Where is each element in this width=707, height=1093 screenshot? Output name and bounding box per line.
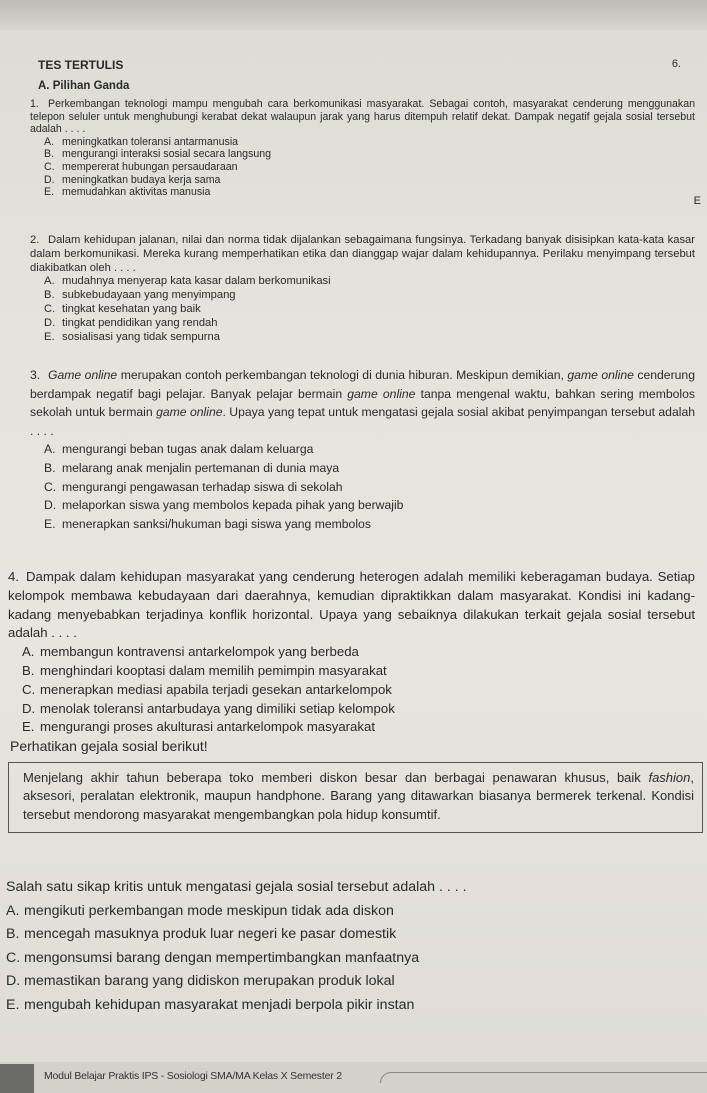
- question-number: 1.: [30, 98, 39, 110]
- footer-divider: [380, 1072, 707, 1083]
- option-c[interactable]: [8, 681, 695, 700]
- options-list: [8, 643, 695, 737]
- option-letter: A.: [44, 442, 56, 457]
- option-b[interactable]: [30, 289, 695, 303]
- option-text: tingkat kesehatan yang baik: [62, 302, 201, 315]
- option-text: mengurangi pengawasan terhadap siswa di sekolah: [62, 479, 343, 494]
- option-letter: A.: [22, 644, 35, 660]
- option-letter: D.: [44, 498, 57, 513]
- option-letter: D.: [22, 700, 36, 716]
- option-text: mudahnya menyerap kata kasar dalam berkomunikasi: [62, 275, 331, 288]
- option-text: mempererat hubungan persaudaraan: [62, 160, 238, 173]
- option-text: melarang anak menjalin pertemanan di dunia maya: [62, 460, 340, 475]
- option-letter: E.: [44, 516, 56, 531]
- text-run: , aksesori, peralatan elektronik, maupun handphone. Barang yang ditawarkan biasanya bermerek terkenal. Kondisi tersebut mendorong masyarakat mengembangkan pola hidup konsumtif.: [23, 770, 694, 822]
- option-letter: D.: [44, 173, 55, 186]
- option-c[interactable]: [30, 303, 695, 317]
- option-text: menerapkan sanksi/hukuman bagi siswa yang membolos: [62, 516, 371, 531]
- option-d[interactable]: [30, 496, 695, 515]
- option-a[interactable]: [30, 136, 695, 149]
- option-text: mencegah masuknya produk luar negeri ke pasar domestik: [24, 926, 397, 942]
- option-text: menghindari kooptasi dalam memilih pemimpin masyarakat: [40, 662, 387, 678]
- question-text: Dampak dalam kehidupan masyarakat yang cenderung heterogen adalah memiliki keberagaman budaya. Setiap kelompok membawa kebudayaan dari daerahnya, kemudian dipraktikkan dalam masyarakat. Kondisi ini kadang-kadang menyebabkan terjadinya konflik horizontal. Upaya yang sebaiknya dilakukan terkait gejala sosial tersebut adalah . . . .: [8, 569, 695, 641]
- option-d[interactable]: [30, 317, 695, 331]
- option-letter: B.: [22, 662, 35, 678]
- option-text: melaporkan siswa yang membolos kepada pihak yang berwajib: [62, 498, 404, 513]
- option-text: membangun kontravensi antarkelompok yang berbeda: [40, 644, 359, 660]
- question-number: 2.: [30, 234, 40, 246]
- question-3: [30, 366, 695, 533]
- option-letter: E.: [44, 186, 55, 199]
- question-stem: [30, 366, 695, 440]
- option-letter: B.: [44, 289, 55, 302]
- option-text: menerapkan mediasi apabila terjadi gesekan antarkelompok: [40, 681, 392, 697]
- option-text: subkebudayaan yang menyimpang: [62, 289, 236, 302]
- question-stem: [8, 568, 695, 643]
- option-c[interactable]: [30, 161, 695, 174]
- question-5: [6, 876, 695, 1017]
- option-text: mengurangi proses akulturasi antarkelompok masyarakat: [40, 719, 375, 735]
- stimulus-text: [23, 770, 694, 822]
- option-b[interactable]: [30, 459, 695, 478]
- option-a[interactable]: [30, 275, 695, 289]
- question-4: [8, 568, 695, 737]
- option-b[interactable]: [30, 148, 695, 161]
- italic-term: Game online: [48, 368, 118, 382]
- option-a[interactable]: [30, 440, 695, 459]
- options-list: [30, 275, 695, 344]
- option-text: mengurangi interaksi sosial secara langsung: [62, 148, 272, 161]
- option-letter: E.: [22, 719, 35, 735]
- option-e[interactable]: [30, 515, 695, 534]
- option-text: mengonsumsi barang dengan mempertimbangkan manfaatnya: [24, 949, 420, 966]
- section-heading: A. Pilihan Ganda: [38, 80, 130, 92]
- option-letter: E.: [6, 996, 20, 1013]
- option-text: mengikuti perkembangan mode meskipun tidak ada diskon: [24, 902, 394, 919]
- option-letter: C.: [44, 479, 57, 494]
- question-number: 3.: [30, 368, 41, 382]
- option-text: meningkatkan toleransi antarmanusia: [62, 135, 239, 148]
- option-letter: A.: [44, 275, 55, 288]
- question-text: [30, 368, 695, 438]
- option-text: menolak toleransi antarbudaya yang dimiliki setiap kelompok: [40, 700, 395, 716]
- option-e[interactable]: [30, 186, 695, 199]
- option-text: sosialisasi yang tidak sempurna: [62, 330, 220, 343]
- text-run: Menjelang akhir tahun beberapa toko memberi diskon besar dan berbagai penawaran khusus, baik: [23, 770, 649, 785]
- footer-tab: [0, 1064, 34, 1093]
- option-b[interactable]: [8, 662, 695, 681]
- option-letter: B.: [44, 460, 56, 475]
- option-e[interactable]: [6, 994, 695, 1018]
- question-stem: [30, 98, 695, 136]
- option-text: memastikan barang yang didiskon merupakan produk lokal: [24, 973, 395, 989]
- option-letter: B.: [6, 926, 20, 942]
- test-title: TES TERTULIS: [38, 58, 124, 72]
- option-a[interactable]: [6, 900, 695, 924]
- option-a[interactable]: [8, 643, 695, 662]
- options-list: [30, 440, 695, 533]
- option-letter: A.: [44, 135, 55, 148]
- italic-term: game online: [567, 368, 634, 382]
- option-d[interactable]: [8, 700, 695, 719]
- option-text: mengurangi beban tugas anak dalam keluarga: [62, 442, 314, 457]
- option-letter: A.: [6, 902, 20, 919]
- option-letter: C.: [44, 302, 56, 315]
- option-c[interactable]: [6, 947, 695, 971]
- text-run: tanpa mengenal waktu, bahkan sering membolos sekolah untuk bermain: [30, 386, 695, 420]
- option-letter: C.: [6, 949, 21, 966]
- option-d[interactable]: [30, 174, 695, 187]
- footer-text: Modul Belajar Praktis IPS - Sosiologi SMA/MA Kelas X Semester 2: [44, 1070, 342, 1082]
- text-run: merupakan contoh perkembangan teknologi di dunia hiburan. Meskipun demikian,: [117, 368, 568, 382]
- question-1: [30, 98, 695, 199]
- question-text: Dalam kehidupan jalanan, nilai dan norma tidak dijalankan sebagaimana fungsinya. Terkadang banyak disisipkan kata-kata kasar dalam berkomunikasi. Mereka kurang memperhatikan etika dan dianggap wajar dalam kehidupannya. Perilaku menyimpang tersebut diakibatkan oleh . . . .: [30, 234, 695, 274]
- option-letter: D.: [6, 973, 21, 989]
- question-number: 4.: [8, 569, 19, 584]
- option-e[interactable]: [8, 718, 695, 737]
- question-2: [30, 234, 695, 344]
- option-letter: D.: [44, 316, 56, 329]
- option-e[interactable]: [30, 331, 695, 345]
- text-run: . Upaya yang tepat untuk mengatasi gejala sosial akibat penyimpangan tersebut adalah . . . .: [30, 405, 695, 438]
- option-text: memudahkan aktivitas manusia: [62, 186, 211, 199]
- options-list: [6, 900, 695, 1018]
- page-header: [38, 58, 695, 72]
- text-run: cenderung berdampak negatif bagi pelajar. Banyak pelajar bermain: [30, 368, 695, 401]
- option-letter: C.: [22, 681, 36, 697]
- page-fold-shadow: [0, 0, 707, 30]
- question-text: Perkembangan teknologi mampu mengubah cara berkomunikasi masyarakat. Sebagai contoh, masyarakat cenderung menggunakan telepon seluler untuk menghubungi kerabat dekat walaupun jarak yang harus ditempuh relatif dekat. Dampak negatif gejala sosial tersebut adalah . . . .: [30, 98, 695, 136]
- option-text: meningkatkan budaya kerja sama: [62, 173, 221, 186]
- stimulus-intro: Perhatikan gejala sosial berikut!: [10, 738, 208, 754]
- question-stem: [30, 234, 695, 275]
- option-b[interactable]: [6, 923, 695, 947]
- question-stem: [6, 876, 695, 900]
- italic-term: game online: [156, 405, 223, 420]
- edge-mark: E: [693, 195, 701, 207]
- page-number: 6.: [671, 58, 681, 70]
- option-c[interactable]: [30, 478, 695, 497]
- italic-term: game online: [347, 386, 416, 401]
- option-text: mengubah kehidupan masyarakat menjadi berpola pikir instan: [24, 996, 415, 1013]
- option-text: tingkat pendidikan yang rendah: [62, 316, 218, 329]
- question-text: Salah satu sikap kritis untuk mengatasi gejala sosial tersebut adalah . . . .: [6, 879, 467, 895]
- option-letter: E.: [44, 330, 55, 343]
- italic-term: fashion: [648, 770, 691, 785]
- option-letter: B.: [44, 148, 55, 161]
- option-letter: C.: [44, 160, 55, 173]
- options-list: [30, 136, 695, 199]
- option-d[interactable]: [6, 970, 695, 994]
- stimulus-box: [8, 762, 703, 833]
